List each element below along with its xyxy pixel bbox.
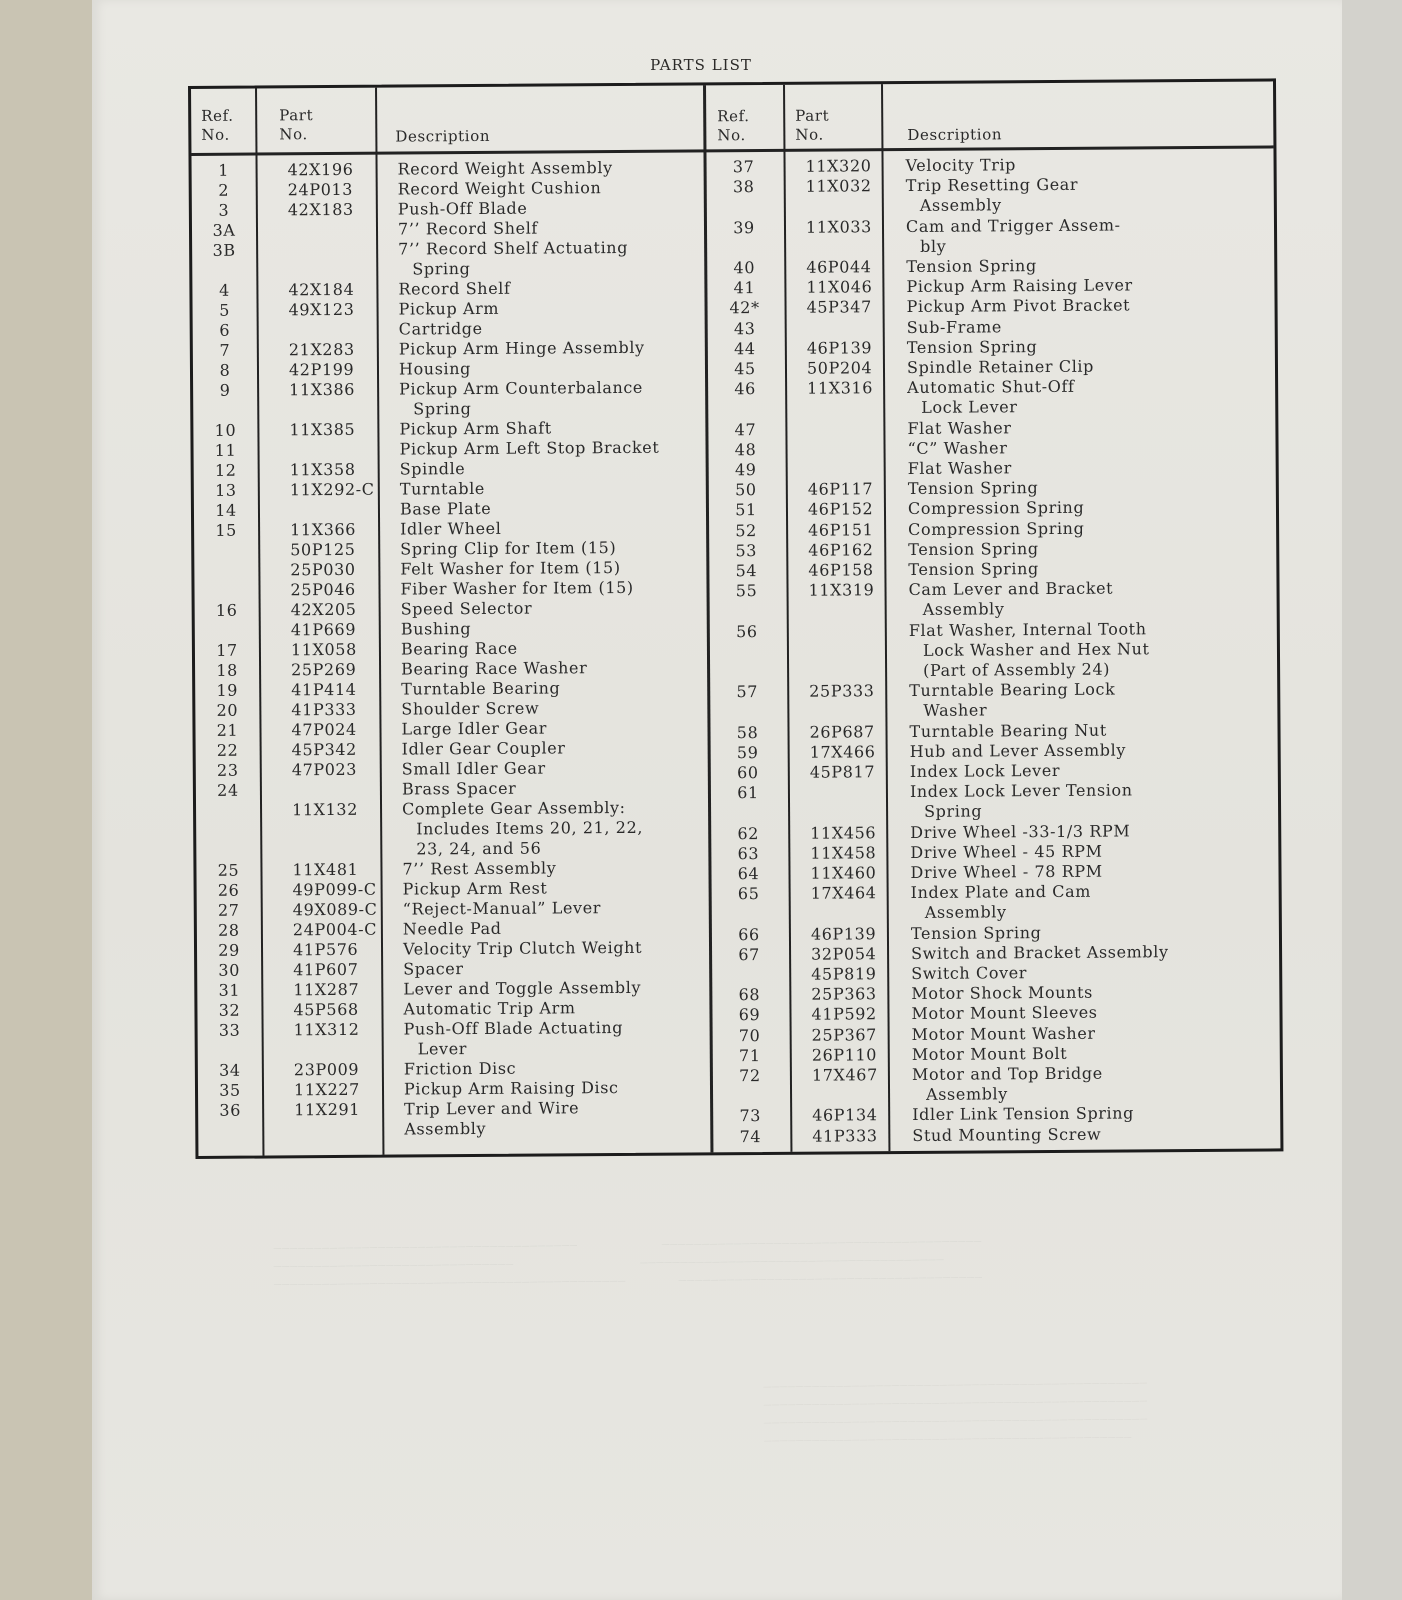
part-description: Automatic Trip Arm — [403, 998, 576, 1019]
part-number: 45P819 — [811, 964, 877, 984]
part-description: Record Weight Cushion — [397, 178, 602, 199]
part-number: 11X366 — [290, 519, 357, 540]
ref-number: 3B — [212, 240, 236, 260]
part-number: 11X032 — [805, 176, 872, 196]
ref-number: 52 — [735, 520, 757, 540]
part-number: 25P046 — [290, 579, 356, 600]
ref-number: 24 — [217, 780, 239, 800]
ref-number: 18 — [216, 660, 238, 680]
part-description: Complete Gear Assembly: — [401, 797, 626, 819]
ref-number: 12 — [214, 460, 237, 480]
part-number: 11X386 — [289, 379, 356, 400]
part-description: Brass Spacer — [401, 778, 517, 799]
ref-number: 59 — [736, 742, 759, 762]
part-number: 11X319 — [808, 580, 875, 600]
part-description: Switch Cover — [911, 963, 1028, 983]
part-number: 32P054 — [811, 944, 877, 964]
part-description: Trip Lever and Wire — [404, 1098, 580, 1119]
part-description: Velocity Trip Clutch Weight — [402, 937, 643, 959]
part-number: 47P023 — [291, 759, 358, 780]
ref-number: 63 — [737, 843, 760, 863]
part-number: 42P199 — [288, 359, 355, 380]
ref-number: 72 — [739, 1066, 761, 1086]
part-description: Spring — [413, 399, 472, 419]
ref-number: 6 — [219, 320, 231, 340]
part-description: Assembly — [404, 1118, 487, 1139]
part-description: Turntable Bearing — [401, 678, 561, 699]
page-edge-left — [0, 0, 92, 1600]
ref-number: 73 — [739, 1106, 762, 1126]
part-number: 45P817 — [809, 762, 876, 782]
part-number: 11X046 — [806, 277, 873, 297]
part-description: Pickup Arm Raising Lever — [906, 275, 1133, 297]
ref-number: 37 — [732, 157, 755, 177]
part-number: 49X123 — [288, 299, 355, 320]
part-description: Cartridge — [398, 318, 483, 339]
part-description: Turntable Bearing Nut — [909, 720, 1107, 741]
part-number: 24P004-C — [292, 919, 378, 940]
part-description: Flat Washer, Internal Tooth — [908, 618, 1147, 640]
part-description: Turntable Bearing Lock — [909, 679, 1116, 701]
ref-number: 1 — [218, 160, 230, 180]
ref-number: 45 — [734, 359, 756, 379]
part-description: Tension Spring — [907, 478, 1039, 499]
part-number: 45P568 — [293, 999, 359, 1020]
ref-number: 26 — [217, 880, 240, 900]
part-number: 11X132 — [291, 799, 359, 820]
part-description: Pickup Arm Shaft — [399, 418, 552, 439]
part-description: Stud Mounting Screw — [912, 1124, 1102, 1145]
header-description: Description — [907, 125, 1003, 144]
part-description: “C” Washer — [907, 438, 1008, 458]
ref-number: 40 — [733, 258, 756, 278]
part-description: Pickup Arm Rest — [402, 878, 548, 899]
ref-number: 65 — [737, 884, 760, 904]
part-description: Drive Wheel -33-1/3 RPM — [910, 821, 1131, 842]
part-description: 23, 24, and 56 — [416, 838, 542, 859]
part-description: Assembly — [922, 599, 1005, 620]
ref-number: 15 — [215, 520, 237, 540]
part-number: 46P139 — [810, 923, 877, 944]
part-description: Needle Pad — [402, 918, 502, 939]
part-description: Tension Spring — [906, 256, 1037, 276]
ref-number: 16 — [215, 600, 238, 620]
ref-number: 3 — [218, 200, 230, 220]
part-number: 45P347 — [806, 297, 872, 318]
ref-number: 2 — [218, 180, 230, 200]
part-number: 45P342 — [291, 739, 357, 760]
part-number: 41P414 — [291, 679, 357, 700]
ref-number: 46 — [734, 379, 756, 399]
ref-number: 27 — [217, 900, 240, 920]
part-description: Assembly — [919, 195, 1002, 216]
part-description: Motor and Top Bridge — [911, 1063, 1103, 1084]
part-description: Automatic Shut-Off — [907, 377, 1075, 398]
part-description: Base Plate — [399, 498, 492, 519]
ref-number: 50 — [734, 480, 757, 500]
part-number: 46P044 — [806, 257, 872, 277]
part-description: Lock Lever — [921, 397, 1018, 418]
bleed-through-text: ________________________________________________ ________________________________________________ ________________________________________________ ______________________________________________ — [731, 1352, 1148, 1461]
part-number: 49X089-C — [292, 899, 378, 920]
header-ref: Ref. No. — [717, 107, 750, 145]
part-number: 50P125 — [290, 539, 356, 560]
part-description: Flat Washer — [907, 417, 1012, 438]
part-description: Large Idler Gear — [401, 718, 548, 739]
part-description: Compression Spring — [907, 498, 1085, 519]
ref-number: 54 — [735, 561, 758, 581]
part-number: 24P013 — [287, 179, 354, 200]
part-number: 42X184 — [288, 279, 355, 300]
ref-number: 30 — [218, 960, 241, 980]
part-description: Tension Spring — [908, 559, 1039, 579]
part-description: Motor Mount Washer — [911, 1023, 1096, 1044]
ref-number: 32 — [218, 1000, 241, 1020]
ref-number: 3A — [212, 220, 236, 240]
ref-number: 4 — [218, 280, 230, 300]
ref-number: 25 — [217, 860, 240, 880]
ref-number: 38 — [732, 177, 755, 197]
part-number: 11X481 — [292, 859, 359, 880]
ref-number: 67 — [738, 944, 760, 964]
part-description: Washer — [923, 700, 988, 721]
part-number: 17X467 — [811, 1065, 878, 1085]
part-description: Bearing Race — [400, 638, 518, 659]
ref-number: 74 — [739, 1126, 762, 1146]
part-description: Idler Wheel — [400, 518, 502, 539]
part-number: 26P687 — [809, 721, 875, 742]
part-number: 47P024 — [291, 719, 357, 740]
part-description: Drive Wheel - 78 RPM — [910, 861, 1103, 882]
part-number: 46P158 — [808, 560, 874, 580]
ref-number: 8 — [219, 360, 231, 380]
header-part: Part No. — [279, 106, 314, 144]
ref-number: 34 — [219, 1060, 241, 1080]
part-description: Idler Link Tension Spring — [912, 1103, 1135, 1125]
part-description: (Part of Assembly 24) — [923, 659, 1111, 680]
part-number: 41P592 — [811, 1004, 877, 1025]
part-number: 11X316 — [807, 378, 874, 398]
part-description: Switch and Bracket Assembly — [911, 941, 1169, 963]
ref-number: 21 — [216, 720, 239, 740]
ref-number: 58 — [736, 722, 759, 742]
part-number: 21X283 — [288, 339, 355, 360]
part-description: Motor Shock Mounts — [911, 982, 1093, 1004]
ref-number: 44 — [733, 338, 756, 358]
part-number: 25P333 — [809, 681, 875, 701]
part-description: Tension Spring — [906, 336, 1038, 357]
part-number: 42X183 — [287, 199, 354, 220]
part-description: Trip Resetting Gear — [905, 174, 1079, 196]
part-description: Record Shelf — [398, 278, 511, 299]
part-description: Push-Off Blade Actuating — [403, 1017, 624, 1039]
part-number: 46P162 — [808, 540, 874, 560]
part-number: 25P030 — [290, 559, 356, 580]
ref-number: 7 — [219, 340, 231, 360]
part-description: Spacer — [403, 959, 464, 979]
ref-number: 48 — [734, 439, 757, 459]
part-description: Spring — [412, 259, 471, 279]
part-description: Index Lock Lever — [909, 760, 1061, 781]
ref-number: 28 — [218, 920, 240, 940]
part-description: Pickup Arm Counterbalance — [399, 377, 644, 399]
ref-number: 42* — [729, 298, 760, 318]
part-number: 11X312 — [293, 1019, 360, 1040]
ref-number: 47 — [734, 419, 757, 439]
part-description: Friction Disc — [403, 1058, 517, 1079]
part-description: Pickup Arm Left Stop Bracket — [399, 437, 660, 459]
part-description: Spring — [924, 801, 983, 822]
part-number: 11X227 — [293, 1079, 360, 1100]
part-number: 17X464 — [810, 883, 877, 903]
ref-number: 23 — [216, 760, 239, 780]
part-description: Hub and Lever Assembly — [909, 740, 1127, 761]
part-description: 7’’ Rest Assembly — [402, 858, 557, 879]
page-edge-right — [1332, 0, 1402, 1600]
ref-number: 55 — [735, 581, 758, 601]
ref-number: 19 — [216, 680, 239, 700]
part-number: 41P669 — [290, 619, 357, 640]
ref-number: 64 — [737, 864, 760, 884]
parts-table — [188, 78, 1283, 1159]
part-description: Felt Washer for Item (15) — [400, 557, 621, 579]
part-description: Cam and Trigger Assem- — [905, 215, 1121, 236]
part-number: 46P151 — [808, 519, 874, 540]
part-number: 46P134 — [812, 1105, 878, 1126]
part-number: 11X320 — [805, 156, 872, 176]
ref-number: 31 — [218, 980, 241, 1000]
part-description: Spring Clip for Item (15) — [400, 538, 617, 559]
part-description: Pickup Arm Pivot Bracket — [906, 295, 1131, 317]
part-number: 50P204 — [806, 358, 873, 378]
ref-number: 9 — [219, 380, 231, 400]
part-description: Compression Spring — [908, 518, 1085, 539]
part-description: Pickup Arm Raising Disc — [403, 1078, 619, 1099]
part-description: Flat Washer — [907, 458, 1012, 478]
ref-number: 61 — [737, 783, 759, 803]
part-number: 41P333 — [291, 699, 357, 720]
header-description: Description — [395, 126, 491, 146]
part-number: 42X205 — [290, 599, 357, 620]
part-number: 11X358 — [289, 459, 356, 480]
part-description: Sub-Frame — [906, 316, 1003, 337]
part-description: Tension Spring — [910, 922, 1042, 943]
part-description: Pickup Arm Hinge Assembly — [398, 337, 645, 359]
part-number: 11X385 — [289, 419, 356, 440]
ref-number: 14 — [215, 500, 237, 520]
ref-number: 41 — [733, 278, 756, 298]
ref-number: 39 — [733, 217, 755, 237]
part-description: Tension Spring — [908, 538, 1039, 559]
part-description: Push-Off Blade — [397, 198, 528, 219]
ref-number: 56 — [735, 621, 758, 641]
part-number: 41P607 — [293, 959, 359, 980]
part-description: Bushing — [400, 619, 472, 639]
part-number: 17X466 — [809, 742, 876, 762]
part-description: Index Lock Lever Tension — [909, 780, 1133, 802]
ref-number: 13 — [214, 480, 237, 500]
part-description: Motor Mount Bolt — [911, 1043, 1068, 1064]
part-description: Velocity Trip — [905, 155, 1017, 175]
ref-number: 36 — [219, 1100, 241, 1120]
part-number: 11X033 — [805, 216, 872, 237]
ref-number: 71 — [738, 1045, 761, 1065]
part-number: 42X196 — [287, 159, 354, 180]
part-description: Lever — [417, 1039, 468, 1059]
part-number: 11X460 — [810, 863, 877, 883]
ref-number: 66 — [738, 924, 760, 944]
part-description: Speed Selector — [400, 598, 533, 619]
ref-number: 10 — [214, 420, 237, 440]
ref-number: 22 — [216, 740, 239, 760]
ref-number: 53 — [735, 540, 758, 560]
ref-number: 51 — [735, 500, 757, 520]
part-description: Shoulder Screw — [401, 698, 540, 719]
part-number: 11X456 — [810, 822, 877, 843]
part-description: Record Weight Assembly — [397, 158, 613, 179]
part-number: 41P333 — [812, 1125, 878, 1146]
ref-number: 29 — [218, 940, 240, 960]
part-number: 41P576 — [292, 939, 359, 960]
part-description: Idler Gear Coupler — [401, 738, 566, 759]
part-description: Includes Items 20, 21, 22, — [416, 817, 644, 839]
page-title: PARTS LIST — [650, 56, 752, 74]
ref-number: 68 — [738, 985, 761, 1005]
ref-number: 20 — [216, 700, 239, 720]
ref-number: 69 — [738, 1005, 761, 1025]
part-number: 46P152 — [807, 499, 874, 520]
part-description: Lever and Toggle Assembly — [403, 977, 642, 999]
part-description: Spindle Retainer Clip — [906, 356, 1095, 377]
part-description: Pickup Arm — [398, 298, 500, 319]
part-description: Lock Washer and Hex Nut — [922, 639, 1150, 660]
part-description: Spindle — [399, 459, 466, 479]
part-number: 11X458 — [810, 843, 877, 863]
ref-number: 33 — [218, 1020, 241, 1040]
ref-number: 11 — [214, 440, 237, 460]
part-description: 7’’ Record Shelf — [397, 218, 538, 239]
header-part: Part No. — [795, 106, 830, 144]
part-description: Drive Wheel - 45 RPM — [910, 841, 1103, 862]
part-description: 7’’ Record Shelf Actuating — [398, 237, 629, 259]
part-number: 23P009 — [293, 1059, 360, 1080]
ref-number: 70 — [738, 1025, 761, 1045]
part-number: 11X291 — [294, 1099, 361, 1120]
ref-number: 49 — [734, 460, 757, 480]
part-description: Small Idler Gear — [401, 758, 546, 779]
part-description: Motor Mount Sleeves — [911, 1003, 1098, 1024]
part-description: Index Plate and Cam — [910, 881, 1092, 903]
ref-number: 62 — [737, 823, 760, 843]
part-description: Turntable — [399, 478, 486, 499]
part-description: Assembly — [924, 902, 1007, 923]
ref-number: 57 — [736, 682, 759, 702]
ref-number: 5 — [219, 300, 231, 320]
ref-number: 60 — [736, 763, 759, 783]
ref-number: 17 — [216, 640, 238, 660]
part-number: 49P099-C — [292, 879, 377, 900]
part-description: Assembly — [925, 1084, 1008, 1105]
part-number: 11X287 — [293, 979, 360, 1000]
part-number: 11X292-C — [289, 479, 375, 500]
header-ref: Ref. No. — [201, 106, 234, 144]
part-description: “Reject-Manual” Lever — [402, 898, 602, 919]
part-number: 46P139 — [806, 338, 873, 358]
part-number: 25P269 — [291, 659, 357, 680]
part-number: 26P110 — [811, 1045, 878, 1065]
part-description: bly — [920, 236, 947, 256]
part-description: Cam Lever and Bracket — [908, 578, 1114, 600]
bleed-through-text: ______________________________________ ________________________________________ ______________________________ ______________________________________ ____________________________________________ ______________________________________ — [241, 1213, 983, 1304]
ref-number: 43 — [733, 318, 756, 338]
part-number: 25P363 — [811, 984, 877, 1004]
part-description: Housing — [398, 359, 472, 379]
part-number: 46P117 — [807, 479, 874, 499]
part-description: Bearing Race Washer — [401, 658, 588, 679]
ref-number: 35 — [219, 1080, 241, 1100]
part-number: 11X058 — [290, 639, 357, 660]
part-description: Fiber Washer for Item (15) — [400, 577, 634, 599]
part-number: 25P367 — [811, 1024, 877, 1045]
